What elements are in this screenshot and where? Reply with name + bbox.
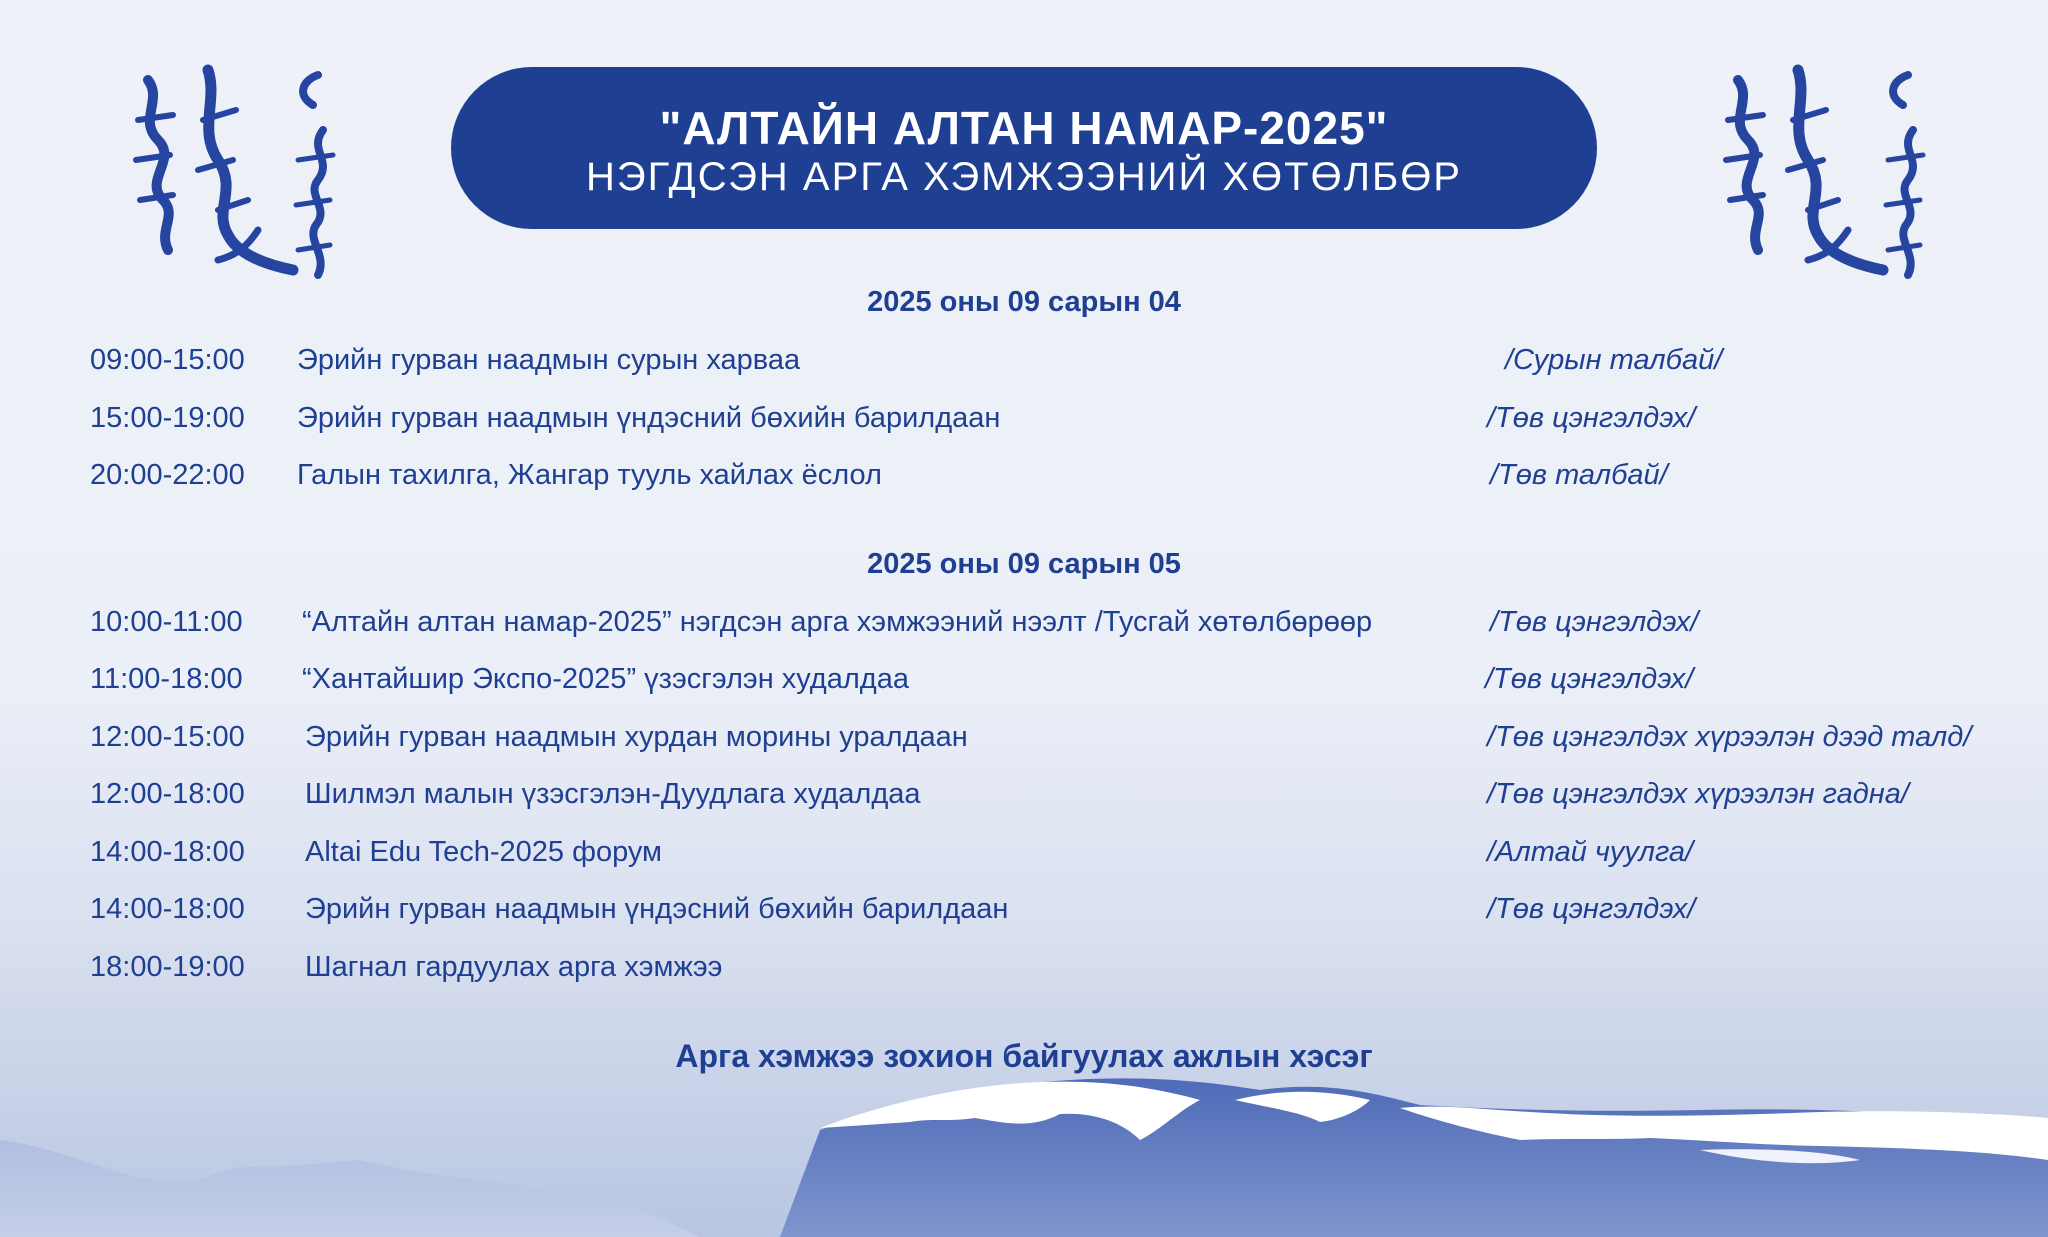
day2-heading: 2025 оны 09 сарын 05 <box>867 548 1181 580</box>
schedule-row <box>0 663 2048 703</box>
mongolian-script-logo-right <box>1708 60 1938 300</box>
mongolian-script-logo-left <box>118 60 348 300</box>
row-venue: /Төв талбай/ <box>1490 459 1668 491</box>
row-time: 18:00-19:00 <box>90 951 245 983</box>
row-event: Галын тахилга, Жангар тууль хайлах ёслол <box>297 459 882 491</box>
title-main: "АЛТАЙН АЛТАН НАМАР-2025" <box>659 102 1389 154</box>
row-venue: /Төв цэнгэлдэх/ <box>1487 402 1696 434</box>
row-event: Шагнал гардуулах арга хэмжээ <box>305 951 723 983</box>
row-event: Эрийн гурван наадмын үндэсний бөхийн барилдаан <box>305 893 1009 925</box>
row-venue: /Алтай чуулга/ <box>1487 836 1694 868</box>
schedule-row <box>0 721 2048 761</box>
title-banner <box>451 67 1597 229</box>
row-venue: /Төв цэнгэлдэх/ <box>1487 893 1696 925</box>
row-venue: /Төв цэнгэлдэх хүрээлэн дээд талд/ <box>1487 721 1972 753</box>
row-event: Шилмэл малын үзэсгэлэн-Дуудлага худалдаа <box>305 778 921 810</box>
day1-heading: 2025 оны 09 сарын 04 <box>867 286 1181 318</box>
row-event: Эрийн гурван наадмын үндэсний бөхийн барилдаан <box>297 402 1001 434</box>
row-time: 20:00-22:00 <box>90 459 245 491</box>
schedule-row <box>0 951 2048 991</box>
schedule-row <box>0 893 2048 933</box>
row-time: 12:00-18:00 <box>90 778 245 810</box>
row-event: “Алтайн алтан намар-2025” нэгдсэн арга хэмжээний нээлт /Тусгай хөтөлбөрөөр <box>302 606 1373 638</box>
row-time: 12:00-15:00 <box>90 721 245 753</box>
row-time: 14:00-18:00 <box>90 893 245 925</box>
row-event: Эрийн гурван наадмын хурдан морины уралдаан <box>305 721 968 753</box>
schedule-row <box>0 836 2048 876</box>
schedule-row <box>0 344 2048 384</box>
row-event: Altai Edu Tech-2025 форум <box>305 836 662 868</box>
row-time: 15:00-19:00 <box>90 402 245 434</box>
row-venue: /Төв цэнгэлдэх хүрээлэн гадна/ <box>1487 778 1909 810</box>
schedule-row <box>0 402 2048 442</box>
row-time: 10:00-11:00 <box>90 606 243 638</box>
organizer-footer: Арга хэмжээ зохион байгуулах ажлын хэсэг <box>675 1038 1373 1074</box>
row-venue: /Сурын талбай/ <box>1505 344 1723 376</box>
row-venue: /Төв цэнгэлдэх/ <box>1485 663 1694 695</box>
schedule-row <box>0 606 2048 646</box>
schedule-row <box>0 459 2048 499</box>
row-time: 14:00-18:00 <box>90 836 245 868</box>
row-time: 11:00-18:00 <box>90 663 243 695</box>
title-sub: НЭГДСЭН АРГА ХЭМЖЭЭНИЙ ХӨТӨЛБӨР <box>586 155 1462 199</box>
row-time: 09:00-15:00 <box>90 344 245 376</box>
row-venue: /Төв цэнгэлдэх/ <box>1490 606 1699 638</box>
row-event: “Хантайшир Экспо-2025” үзэсгэлэн худалдаа <box>302 663 909 695</box>
row-event: Эрийн гурван наадмын сурын харваа <box>297 344 801 376</box>
schedule-row <box>0 778 2048 818</box>
